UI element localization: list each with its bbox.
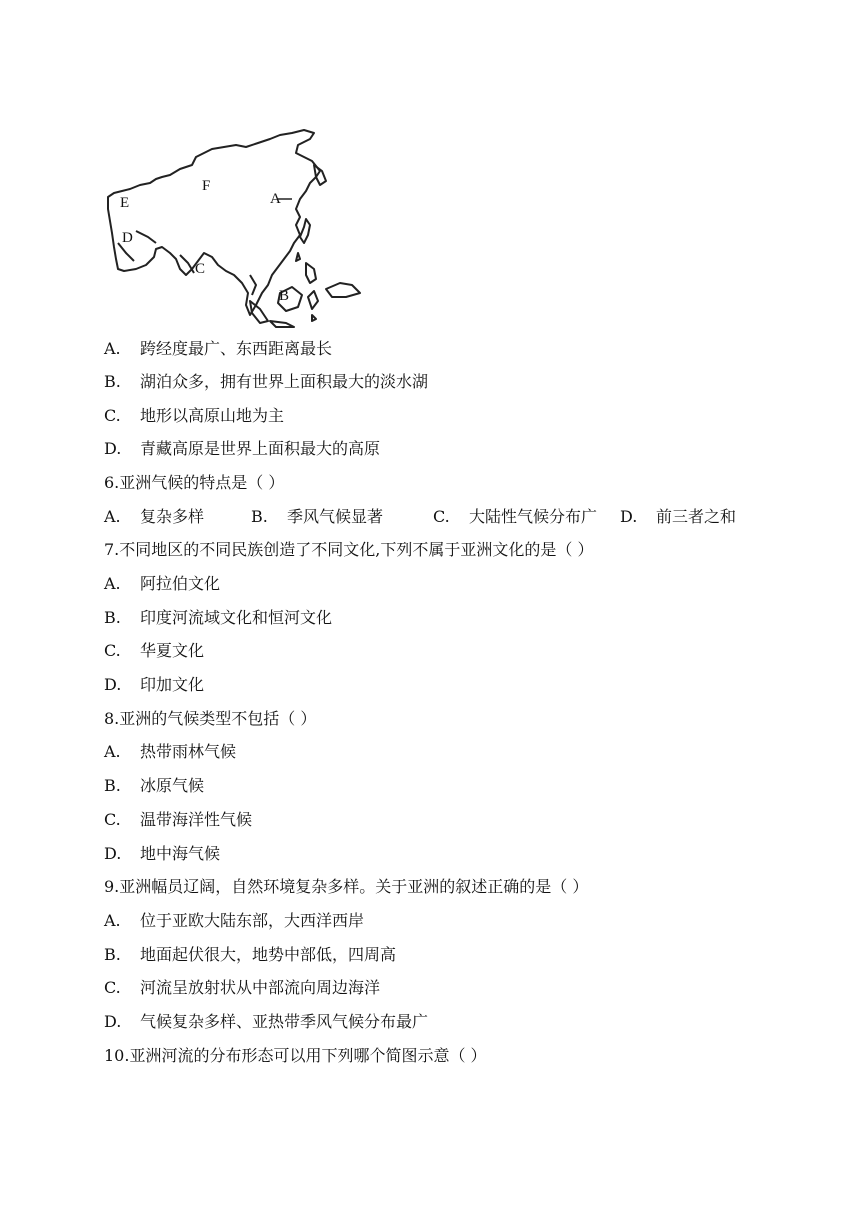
q10-stem: 10.亚洲河流的分布形态可以用下列哪个简图示意（ ） — [104, 1046, 487, 1065]
sumatra-outline — [250, 301, 268, 323]
q7-option-b — [104, 608, 332, 628]
option-text: 地中海气候 — [140, 844, 221, 863]
japan-outline — [300, 219, 310, 243]
q9-option-d — [104, 1012, 428, 1032]
q6-option-b — [251, 507, 433, 527]
q7-stem: 7.不同地区的不同民族创造了不同文化,下列不属于亚洲文化的是（ ） — [104, 540, 594, 559]
option-text: 跨经度最广、东西距离最长 — [140, 339, 333, 358]
java-outline — [270, 321, 294, 327]
option-letter: A. — [104, 507, 121, 526]
q8-option-d — [104, 844, 220, 864]
map-label-d: D — [122, 230, 133, 246]
option-text: 温带海洋性气候 — [140, 810, 253, 829]
option-letter: C. — [104, 810, 121, 829]
indochina-line — [250, 275, 256, 295]
q5-option-d — [104, 439, 380, 459]
philippines-outline — [306, 263, 316, 283]
q6-option-c — [433, 507, 620, 527]
option-text: 大陆性气候分布广 — [469, 507, 598, 526]
option-text: 热带雨林气候 — [140, 742, 237, 761]
q9-option-b — [104, 945, 396, 965]
option-text: 前三者之和 — [656, 507, 737, 526]
option-letter: C. — [104, 978, 121, 997]
sulawesi-outline — [308, 291, 318, 309]
option-letter: D. — [620, 507, 638, 526]
option-text: 湖泊众多，拥有世界上面积最大的淡水湖 — [140, 372, 429, 391]
q8-option-a — [104, 742, 236, 762]
q9-option-c — [104, 978, 380, 998]
option-letter: C. — [104, 406, 121, 425]
q6-option-d — [620, 507, 736, 527]
q6-options-row — [104, 507, 736, 527]
option-text: 地面起伏很大，地势中部低，四周高 — [140, 945, 397, 964]
new-guinea-outline — [326, 283, 360, 297]
option-text: 气候复杂多样、亚热带季风气候分布最广 — [140, 1012, 429, 1031]
arabian-gulf-line — [136, 231, 156, 243]
map-label-b: B — [279, 288, 290, 304]
q9-option-a — [104, 911, 364, 931]
q5-option-b — [104, 372, 428, 392]
option-text: 青藏高原是世界上面积最大的高原 — [140, 439, 381, 458]
option-letter: B. — [104, 372, 121, 391]
q7-option-d — [104, 675, 204, 695]
q5-option-c — [104, 406, 284, 426]
option-letter: D. — [104, 439, 122, 458]
map-label-f: F — [202, 178, 211, 194]
option-letter: B. — [251, 507, 268, 526]
option-letter: A. — [104, 742, 121, 761]
q6-stem: 6.亚洲气候的特点是（ ） — [104, 473, 285, 492]
q8-option-c — [104, 810, 252, 830]
q8-stem: 8.亚洲的气候类型不包括（ ） — [104, 709, 317, 728]
taiwan-outline — [296, 253, 300, 261]
option-letter: A. — [104, 339, 121, 358]
option-text: 华夏文化 — [140, 641, 205, 660]
option-text: 河流呈放射状从中部流向周边海洋 — [140, 978, 381, 997]
option-letter: D. — [104, 844, 122, 863]
option-text: 地形以高原山地为主 — [140, 406, 285, 425]
option-text: 印度河流域文化和恒河文化 — [140, 608, 333, 627]
small-island-1 — [312, 315, 316, 321]
option-letter: B. — [104, 776, 121, 795]
kamchatka-outline — [314, 165, 326, 185]
option-letter: D. — [104, 675, 122, 694]
asia-outline-map — [100, 125, 362, 330]
asia-map-svg — [100, 125, 362, 330]
option-letter: A. — [104, 574, 121, 593]
option-letter: B. — [104, 945, 121, 964]
option-text: 位于亚欧大陆东部，大西洋西岸 — [140, 911, 365, 930]
q5-option-a — [104, 339, 332, 359]
q8-option-b — [104, 776, 204, 796]
map-label-c: C — [195, 261, 206, 277]
option-text: 阿拉伯文化 — [140, 574, 221, 593]
option-text: 印加文化 — [140, 675, 205, 694]
option-text: 冰原气候 — [140, 776, 205, 795]
q7-option-c — [104, 641, 204, 661]
map-label-e: E — [120, 195, 130, 211]
option-text: 季风气候显著 — [287, 507, 384, 526]
option-text: 复杂多样 — [140, 507, 205, 526]
q6-option-a — [104, 507, 251, 527]
q9-stem: 9.亚洲幅员辽阔，自然环境复杂多样。关于亚洲的叙述正确的是（ ） — [104, 877, 589, 896]
option-letter: B. — [104, 608, 121, 627]
option-letter: C. — [104, 641, 121, 660]
map-label-a: A — [270, 191, 281, 207]
option-letter: D. — [104, 1012, 122, 1031]
q7-option-a — [104, 574, 220, 594]
option-letter: A. — [104, 911, 121, 930]
option-letter: C. — [433, 507, 450, 526]
